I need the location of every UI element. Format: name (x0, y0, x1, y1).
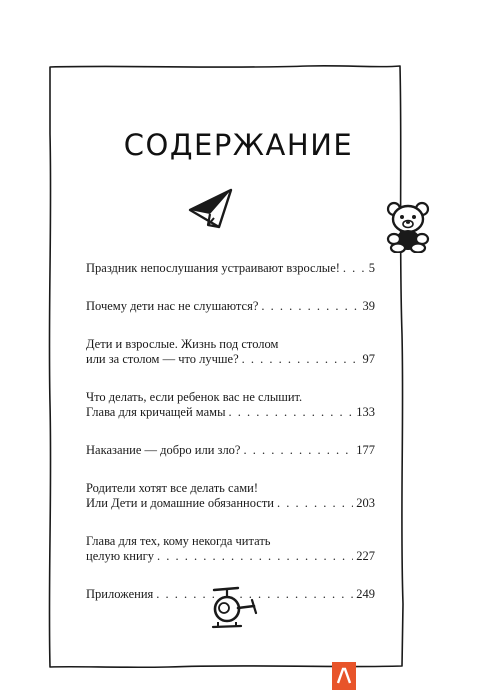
toc-entry (86, 443, 375, 458)
toc-entry-title: Глава для кричащей мамы (86, 405, 226, 419)
dot-leader (261, 299, 359, 314)
toc-entry (86, 481, 375, 511)
toc-entry-title: Или Дети и домашние обязанности (86, 496, 274, 510)
toc-entry (86, 390, 375, 420)
dot-leader (242, 352, 360, 367)
toc-page-number: 5 (368, 261, 375, 275)
toc-page-number: 203 (356, 496, 375, 510)
table-of-contents (86, 261, 375, 625)
toc-entry (86, 299, 375, 314)
toc-entry-last-line (86, 405, 375, 420)
toc-entry-last-line (86, 496, 375, 511)
toc-entry-title: Почему дети нас не слушаются? (86, 299, 259, 313)
toc-page-number: 97 (362, 352, 375, 366)
toc-entry (86, 337, 375, 367)
toc-entry-title: или за столом — что лучше? (86, 352, 239, 366)
toc-entry-last-line (86, 352, 375, 367)
toc-entry-title-line: Глава для тех, кому некогда читать (86, 534, 271, 548)
dot-leader (243, 443, 353, 458)
toc-entry-title: целую книгу (86, 549, 155, 563)
dot-leader (228, 405, 353, 420)
toc-entry-title-line: Дети и взрослые. Жизнь под столом (86, 337, 279, 351)
toc-entry (86, 261, 375, 276)
page-title: СОДЕРЖАНИЕ (123, 128, 354, 162)
toc-page-number: 39 (362, 299, 375, 313)
toc-entry-last-line (86, 299, 375, 314)
dot-leader (343, 261, 366, 276)
dot-leader (157, 549, 353, 564)
toc-page-number: 249 (356, 587, 375, 601)
paper-plane-icon (188, 188, 234, 237)
toc-entry-title: Приложения (86, 587, 154, 601)
toc-entry-last-line (86, 549, 375, 564)
toc-entry-last-line (86, 261, 375, 276)
toy-helicopter-icon (210, 586, 260, 635)
toc-page-number: 227 (356, 549, 375, 563)
toc-page-number: 133 (356, 405, 375, 419)
toc-entry-title-line: Родители хотят все делать сами! (86, 481, 259, 495)
toc-entry-title: Наказание — добро или зло? (86, 443, 241, 457)
dot-leader (277, 496, 353, 511)
toc-entry (86, 534, 375, 564)
toc-entry-last-line (86, 443, 375, 458)
publisher-logo-icon (332, 662, 356, 690)
teddy-bear-icon (384, 201, 432, 258)
toc-entry-title-line: Что делать, если ребенок вас не слышит. (86, 390, 303, 404)
toc-page-number: 177 (356, 443, 375, 457)
toc-entry-title: Праздник непослушания устраивают взрослые! (86, 261, 340, 275)
